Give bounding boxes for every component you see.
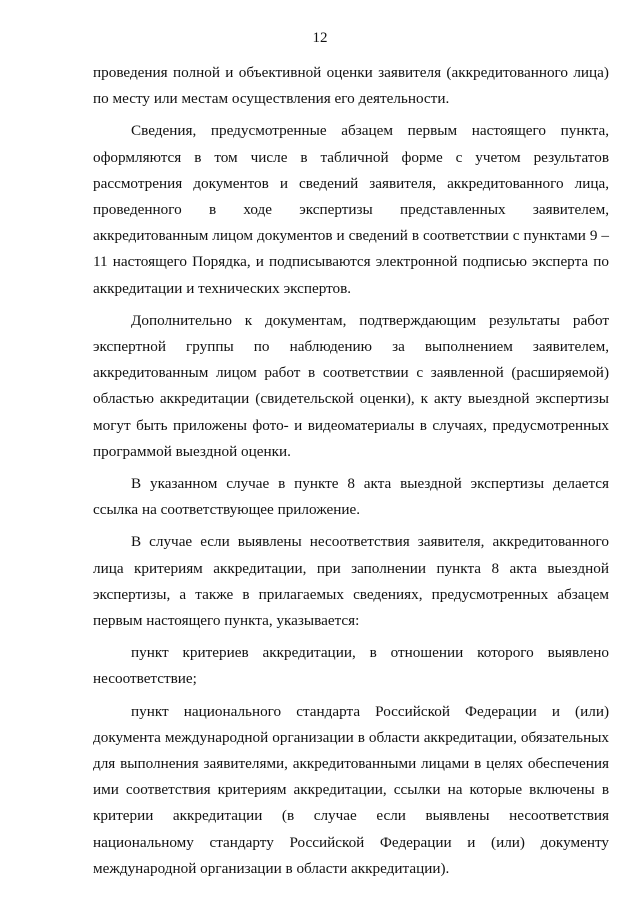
paragraph-continuation: проведения полной и объективной оценки заявителя (аккредитованного лица) по месту или местам осуществления его деятельности. xyxy=(93,64,609,108)
paragraph-nonconformity-intro: В случае если выявлены несоответствия заявителя, аккредитованного лица критериям аккредитации, при заполнении пункта 8 акта выездной экспертизы, а также в прилагаемых сведениях, предусмотренных абзацем первым настоящего пункта, указывается: xyxy=(93,533,609,630)
paragraph-reference-to-appendix: В указанном случае в пункте 8 акта выездной экспертизы делается ссылка на соответствующее приложение. xyxy=(93,475,609,519)
paragraph-photo-video-materials: Дополнительно к документам, подтверждающим результаты работ экспертной группы по наблюдению за выполнением заявителем, аккредитованным лицом работ в соответствии с заявленной (расширяемой) областью аккредитации (свидетельской оценки), к акту выездной экспертизы могут быть приложены фото- и видеоматериалы в случаях, предусмотренных программой выездной оценки. xyxy=(93,311,609,460)
document-body xyxy=(93,60,609,882)
paragraph-standard-item: пункт национального стандарта Российской Федерации и (или) документа международной организации в области аккредитации, обязательных для выполнения заявителями, аккредитованными лицами в целях обеспечения ими соответствия критериям аккредитации, ссылки на которые включены в критерии аккредитации (в случае если выявлены несоответствия национальному стандарту Российской Федерации и (или) документу международной организации в области аккредитации). xyxy=(93,702,609,877)
paragraph-information-format: Сведения, предусмотренные абзацем первым настоящего пункта, оформляются в том числе в табличной форме с учетом результатов рассмотрения документов и сведений заявителя, аккредитованного лица, проведенного в ходе экспертизы представленных заявителем, аккредитованным лицом документов и сведений в соответствии с пунктами 9 – 11 настоящего Порядка, и подписываются электронной подписью эксперта по аккредитации и технических экспертов. xyxy=(93,122,609,297)
paragraph-criteria-item: пункт критериев аккредитации, в отношении которого выявлено несоответствие; xyxy=(93,644,609,688)
page-number: 12 xyxy=(312,30,328,46)
